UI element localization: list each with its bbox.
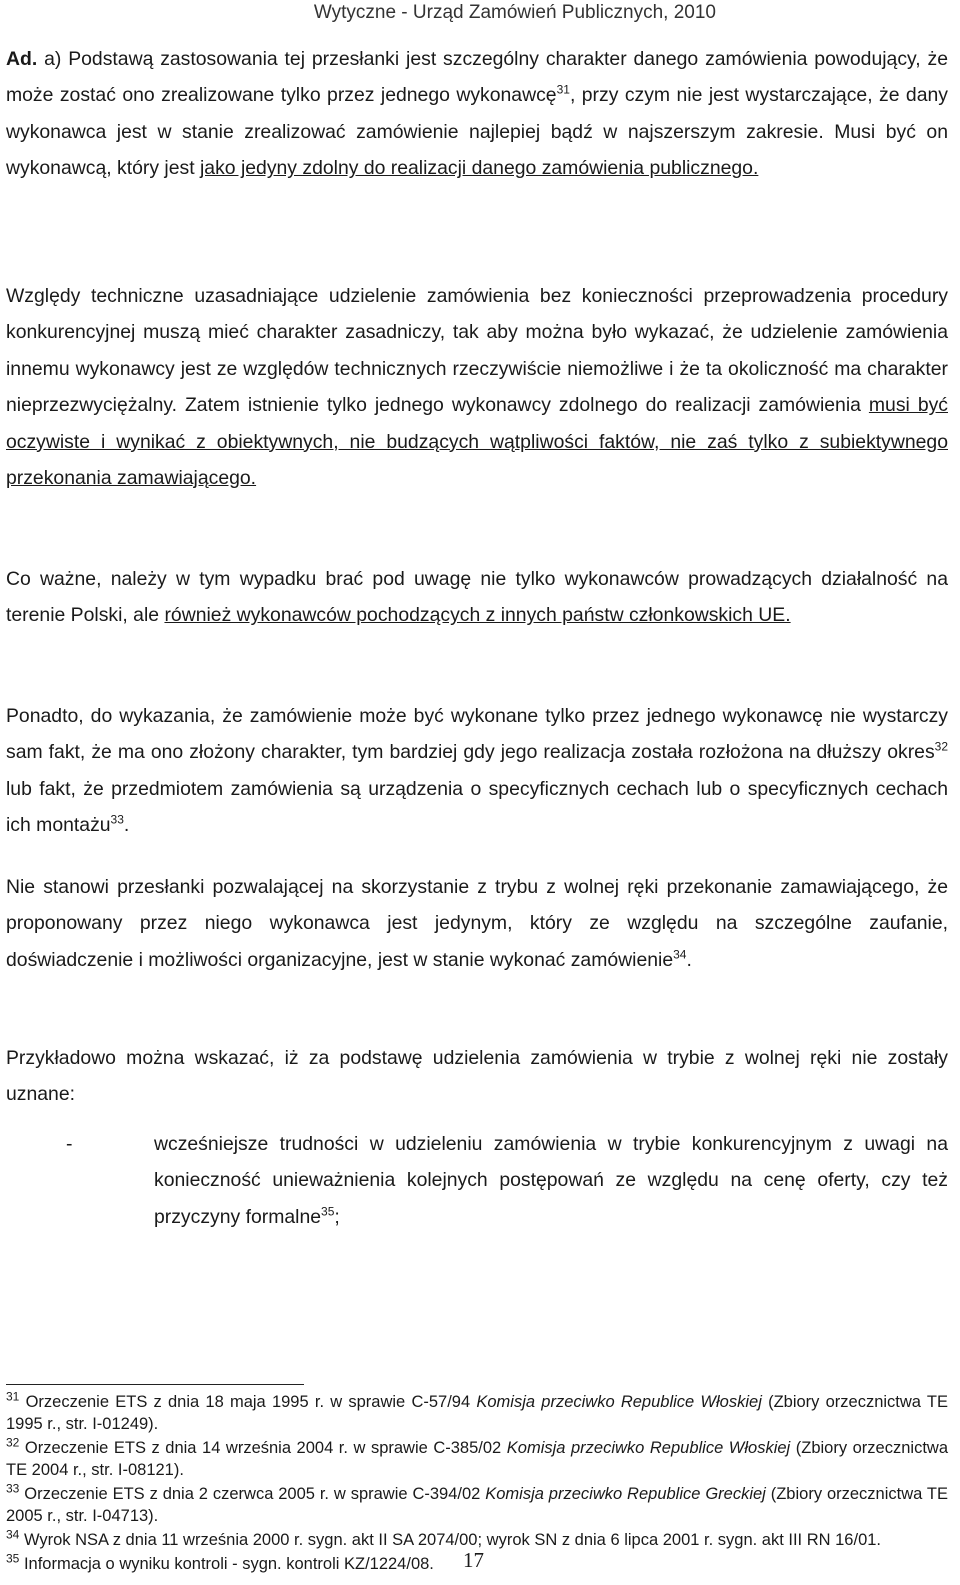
footnote-case-name: Komisja przeciwko Republice Włoskiej — [476, 1393, 762, 1411]
footnote-ref-33[interactable]: 33 — [110, 812, 124, 827]
paragraph-co — [6, 561, 948, 634]
footnote-case-name: Komisja przeciwko Republice Włoskiej — [506, 1439, 791, 1457]
paragraph-text: Względy techniczne uzasadniające udzielenie zamówienia bez konieczności przeprowadzenia procedury konkurencyjnej muszą mieć charakter zasadniczy, tak aby można było wykazać, że udzielenie zamówienia innemu wykonawcy jest ze względów technicznych rzeczywiście niemożliwe i że ta okoliczność ma charakter nieprzezwyciężalny. Zatem istnienie tylko jednego wykonawcy zdolnego do realizacji zamówienia — [6, 285, 948, 417]
paragraph-text: Co ważne, należy w tym wypadku brać pod uwagę nie tylko wykonawców prowadzących działalność na terenie Polski, ale — [6, 568, 948, 627]
footnote-ref-34[interactable]: 34 — [673, 947, 687, 962]
paragraph-text: Ponadto, do wykazania, że zamówienie może być wykonane tylko przez jednego wykonawcę nie wystarczy sam fakt, że ma ono złożony charakter, tym bardziej gdy jego realizacja została rozłożona na dłuższy okres — [6, 705, 948, 764]
footnote-number: 31 — [6, 1389, 20, 1404]
list-item-text — [154, 1126, 948, 1235]
paragraph-text: lub fakt, że przedmiotem zamówienia są urządzenia o specyficznych cechach lub o specyficznych cechach ich montażu — [6, 777, 948, 837]
underlined-text: również wykonawców pochodzących z innych państw członkowskich UE. — [164, 604, 791, 627]
underlined-text: musi być oczywiste i wynikać z obiektywnych, nie budzących wątpliwości faktów, nie zaś tylko z subiektywnego przekonania zamawiającego. — [6, 394, 948, 490]
footnote-number: 33 — [6, 1481, 20, 1496]
paragraph-text: a) Podstawą zastosowania tej przesłanki jest szczególny charakter danego zamówienia powodujący, że może zostać ono zrealizowane tylko przez jednego wykonawcę — [6, 48, 948, 107]
footnote-ref-35[interactable]: 35 — [321, 1204, 335, 1219]
paragraph-wzgledy — [6, 278, 948, 496]
paragraph-text: . — [123, 814, 130, 837]
list-dash: - — [66, 1133, 73, 1155]
footnote-text: Orzeczenie ETS z dnia 14 września 2004 r. w sprawie C-385/02 — [19, 1439, 507, 1457]
footnote-ref-32[interactable]: 32 — [934, 739, 948, 754]
paragraph-text: Nie stanowi przesłanki pozwalającej na skorzystanie z trybu z wolnej ręki przekonanie zamawiającego, że proponowany przez niego wykonawca jest jedynym, który ze względu na szczególne zaufanie, doświadczenie i możliwości organizacyjne, jest w stanie wykonać zamówienie — [6, 876, 948, 971]
footnote-case-name: Komisja przeciwko Republice Greckiej — [485, 1485, 766, 1503]
page-header: Wytyczne - Urząd Zamówień Publicznych, 2010 — [313, 2, 716, 23]
paragraph-text: wcześniejsze trudności w udzieleniu zamówienia w trybie konkurencyjnym z uwagi na konieczność unieważnienia kolejnych postępowań ze względu na cenę oferty, czy też przyczyny formalne — [154, 1133, 948, 1228]
footnote-32 — [6, 1437, 948, 1481]
footnote-31 — [6, 1391, 948, 1435]
footnote-text: (Zbiory orzecznictwa TE 1995 r., str. I-01249). — [6, 1393, 948, 1433]
paragraph-text: , przy czym nie jest wystarczające, że dany wykonawca jest w stanie zrealizować zamówienie najlepiej bądź w najszerszym zakresie. Musi być on wykonawcą, który jest — [6, 84, 948, 180]
footnote-text: Orzeczenie ETS z dnia 18 maja 1995 r. w sprawie C-57/94 — [19, 1393, 477, 1411]
paragraph-przyklad: Przykładowo można wskazać, iż za podstawę udzielenia zamówienia w trybie z wolnej ręki nie zostały uznane: — [6, 1047, 948, 1106]
footnote-text: Informacja o wyniku kontroli - sygn. kontroli KZ/1224/08. — [19, 1555, 434, 1573]
footnote-text: (Zbiory orzecznictwa TE 2005 r., str. I-04713). — [6, 1485, 948, 1525]
footnote-text: Wyrok NSA z dnia 11 września 2000 r. sygn. akt II SA 2074/00; wyrok SN z dnia 6 lipca 2001 r. sygn. akt III RN 16/01. — [19, 1531, 882, 1549]
footnote-ref-31[interactable]: 31 — [556, 82, 570, 97]
footnote-text: (Zbiory orzecznictwa TE 2004 r., str. I-08121). — [6, 1439, 948, 1479]
footnote-number: 35 — [6, 1551, 20, 1566]
footnote-separator — [6, 1384, 304, 1385]
paragraph-ad — [6, 41, 948, 187]
paragraph-text: ; — [334, 1205, 340, 1228]
paragraph-ponadto — [6, 698, 948, 844]
footnote-33 — [6, 1483, 948, 1527]
footnote-number: 32 — [6, 1435, 20, 1450]
footnote-number: 34 — [6, 1527, 20, 1542]
ad-label: Ad. — [6, 48, 38, 70]
underlined-text: jako jedyny zdolny do realizacji danego zamówienia publicznego. — [199, 157, 759, 180]
paragraph-nie-stanowi — [6, 869, 948, 978]
page-number: 17 — [463, 1548, 484, 1572]
paragraph-text: . — [686, 948, 692, 971]
list-item — [66, 1126, 948, 1235]
footnote-text: Orzeczenie ETS z dnia 2 czerwca 2005 r. w sprawie C-394/02 — [19, 1485, 486, 1503]
